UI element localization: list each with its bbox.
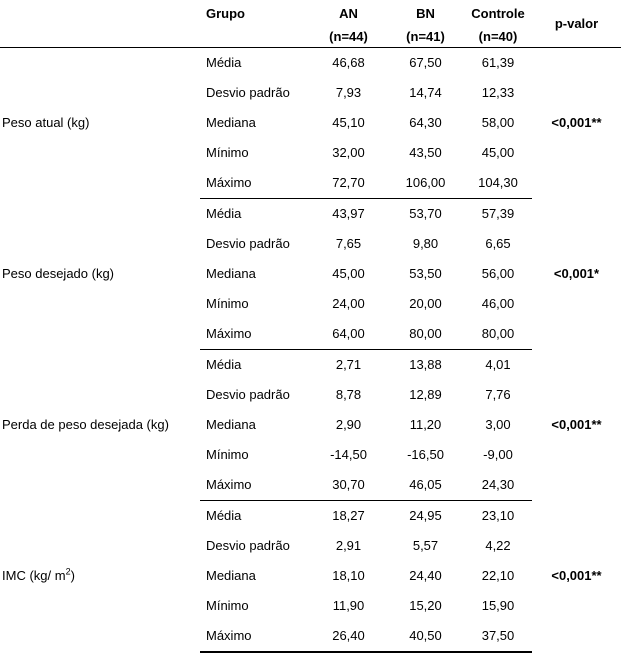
value-bn: 43,50	[409, 145, 442, 160]
value-controle: 45,00	[481, 145, 515, 160]
value-bn: 46,05	[387, 470, 464, 501]
value-an: 18,27	[332, 508, 365, 523]
value-controle: 37,50	[464, 621, 532, 652]
statistic-label: Máximo	[200, 621, 310, 652]
value-an: 64,00	[310, 319, 387, 350]
value-bn: 53,70	[409, 206, 442, 221]
statistic-label: Máximo	[200, 319, 310, 350]
variable-label: Perda de peso desejada (kg)	[2, 417, 169, 432]
value-controle: 7,76	[485, 387, 511, 402]
table-row	[0, 199, 621, 230]
value-an: 72,70	[310, 168, 387, 199]
value-controle: 15,90	[481, 598, 515, 613]
value-controle: 104,30	[464, 168, 532, 199]
value-bn: -16,50	[407, 447, 444, 462]
value-bn: 24,40	[409, 568, 442, 583]
value-an: -14,50	[330, 447, 367, 462]
value-bn: 53,50	[409, 266, 442, 281]
value-an: 2,91	[335, 538, 362, 553]
value-bn: 5,57	[412, 538, 439, 553]
statistic-label: Mínimo	[206, 598, 249, 613]
value-an: 7,65	[335, 236, 362, 251]
value-an: 30,70	[310, 470, 387, 501]
table-row	[0, 501, 621, 532]
value-bn: 13,88	[409, 357, 442, 372]
value-an: 8,78	[335, 387, 362, 402]
statistic-label: Mediana	[206, 417, 256, 432]
statistic-label: Média	[206, 357, 242, 372]
value-bn: 106,00	[387, 168, 464, 199]
statistic-label: Máximo	[200, 168, 310, 199]
value-controle: 3,00	[485, 417, 511, 432]
statistic-label: Desvio padrão	[206, 387, 290, 402]
value-controle: -9,00	[483, 447, 513, 462]
value-bn: 64,30	[409, 115, 442, 130]
value-controle: 80,00	[464, 319, 532, 350]
value-bn: 14,74	[409, 85, 442, 100]
statistic-label: Mediana	[206, 115, 256, 130]
header-col-controle: Controle (n=40)	[464, 0, 532, 48]
value-controle: 24,30	[464, 470, 532, 501]
table-row	[0, 350, 621, 381]
variable-label: Peso atual (kg)	[2, 115, 90, 131]
statistic-label: Média	[206, 55, 242, 70]
statistic-label: Desvio padrão	[206, 236, 290, 251]
value-controle: 56,00	[481, 266, 515, 281]
value-an: 46,68	[332, 55, 365, 70]
value-controle: 22,10	[481, 568, 515, 583]
value-controle: 23,10	[481, 508, 515, 523]
statistic-label: Mediana	[206, 568, 256, 583]
p-value: <0,001*	[553, 266, 600, 281]
value-bn: 80,00	[387, 319, 464, 350]
value-an: 7,93	[335, 85, 362, 100]
p-value: <0,001**	[551, 568, 602, 584]
value-bn: 24,95	[409, 508, 442, 523]
variable-label: IMC (kg/ $m^2$)	[2, 566, 75, 584]
value-an: 11,90	[332, 598, 365, 613]
statistic-label: Mínimo	[206, 145, 249, 160]
value-bn: 9,80	[412, 236, 439, 251]
table-header	[0, 0, 621, 48]
statistic-label: Mínimo	[206, 296, 249, 311]
header-pvalue: p-valor	[532, 0, 621, 48]
variable-label: Peso desejado (kg)	[2, 266, 115, 281]
p-value: <0,001**	[551, 115, 602, 131]
header-col-an: AN (n=44)	[310, 0, 387, 48]
value-controle: 12,33	[481, 85, 515, 100]
value-an: 2,71	[335, 357, 362, 372]
header-group: Grupo	[200, 0, 310, 48]
statistic-label: Média	[206, 508, 242, 523]
value-an: 32,00	[332, 145, 365, 160]
value-controle: 6,65	[485, 236, 511, 251]
value-an: 45,00	[332, 266, 365, 281]
value-bn: 11,20	[409, 417, 442, 432]
value-an: 43,97	[332, 206, 365, 221]
statistic-label: Média	[206, 206, 242, 221]
p-value: <0,001**	[551, 417, 602, 432]
value-an: 45,10	[332, 115, 365, 130]
value-bn: 67,50	[409, 55, 442, 70]
statistic-label: Mínimo	[206, 447, 249, 462]
value-controle: 57,39	[481, 206, 515, 221]
value-bn: 15,20	[409, 598, 442, 613]
table-row	[0, 48, 621, 79]
value-an: 18,10	[332, 568, 365, 583]
value-bn: 12,89	[409, 387, 442, 402]
statistic-label: Desvio padrão	[206, 85, 290, 100]
header-blank	[0, 0, 200, 48]
statistic-label: Mediana	[206, 266, 256, 281]
value-controle: 46,00	[481, 296, 515, 311]
value-controle: 4,01	[485, 357, 511, 372]
value-controle: 4,22	[485, 538, 511, 553]
value-bn: 40,50	[387, 621, 464, 652]
value-an: 2,90	[335, 417, 362, 432]
value-controle: 58,00	[481, 115, 515, 130]
value-bn: 20,00	[409, 296, 442, 311]
value-controle: 61,39	[481, 55, 515, 70]
value-an: 26,40	[310, 621, 387, 652]
header-col-bn: BN (n=41)	[387, 0, 464, 48]
statistic-label: Máximo	[200, 470, 310, 501]
statistic-label: Desvio padrão	[206, 538, 290, 553]
table-body	[0, 48, 621, 653]
value-an: 24,00	[332, 296, 365, 311]
